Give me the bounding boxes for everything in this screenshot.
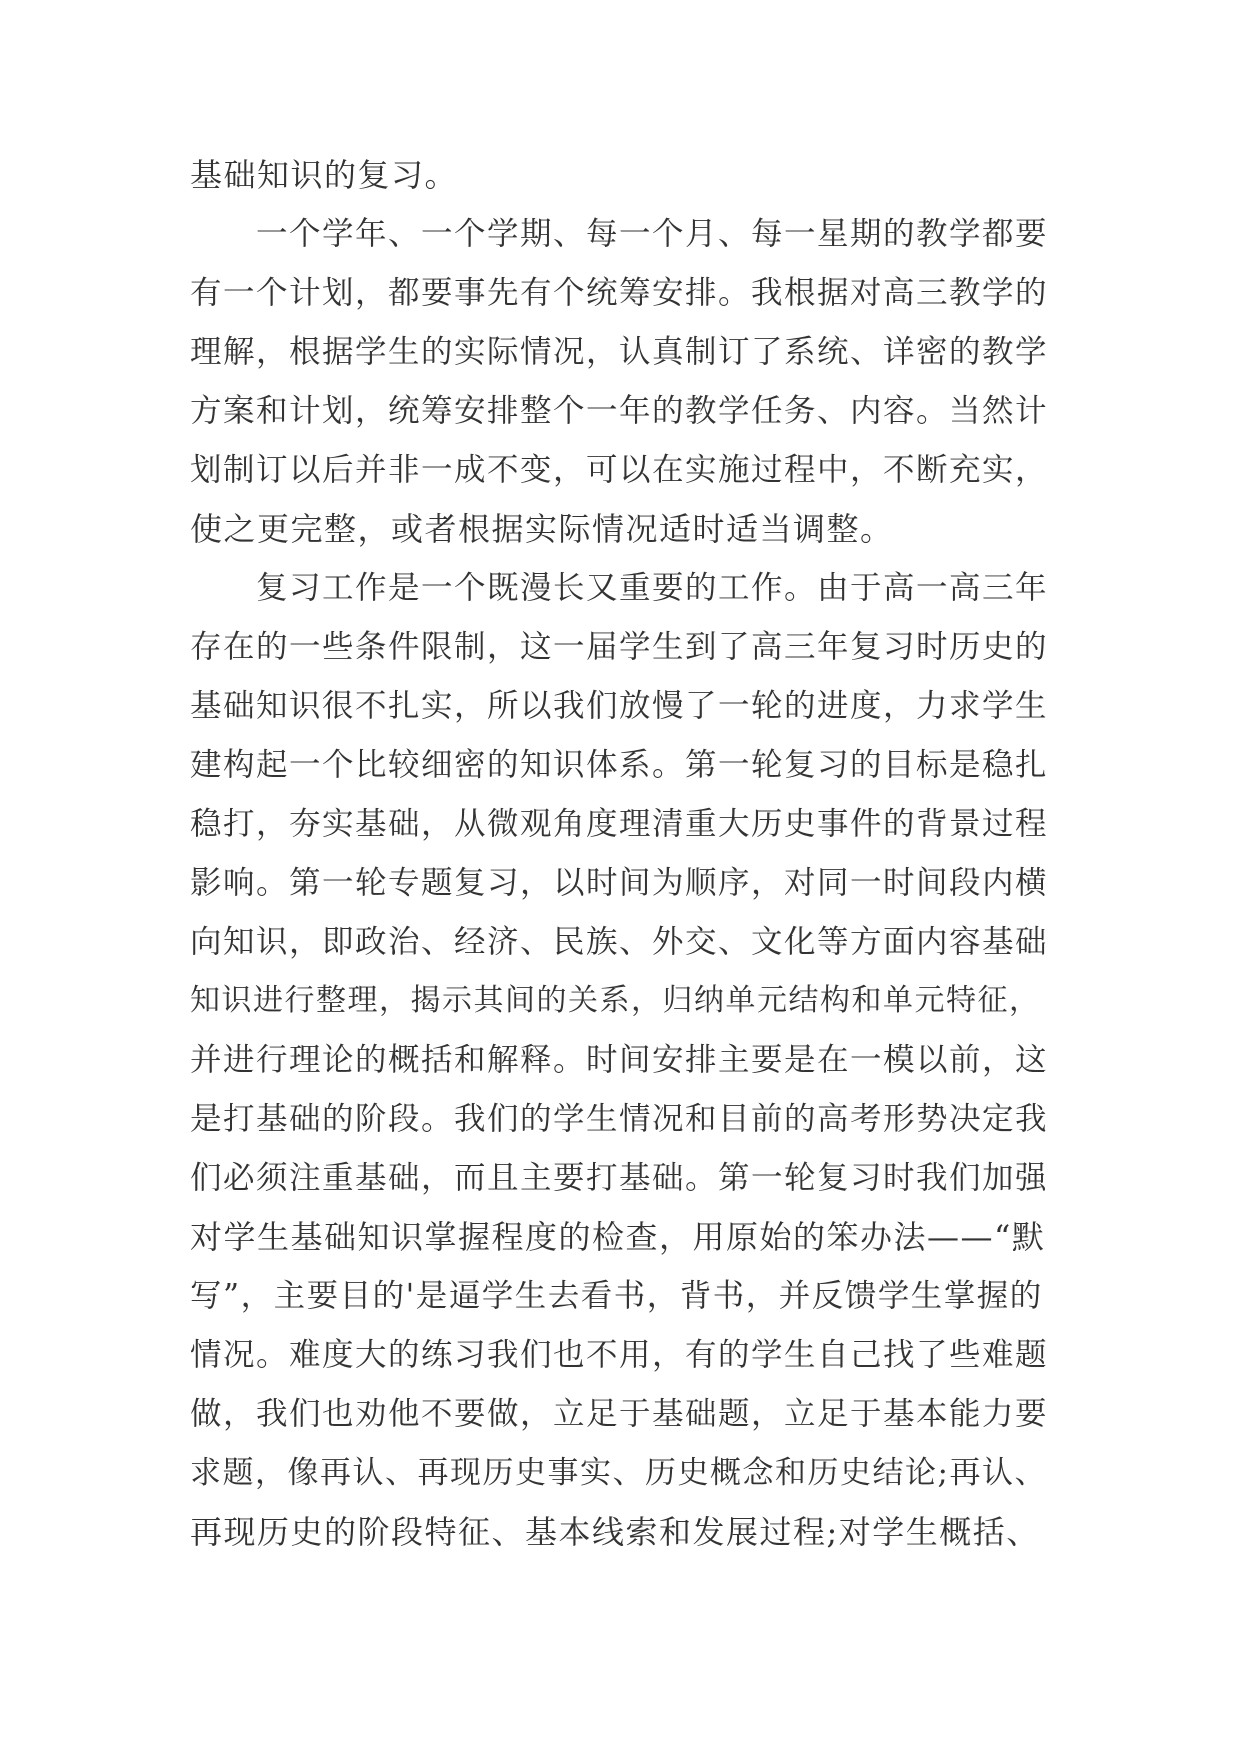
text-line: 理解，根据学生的实际情况，认真制订了系统、详密的教学 (190, 334, 1049, 370)
text-line: 划制订以后并非一成不变，可以在实施过程中，不断充实， (190, 452, 1049, 488)
text-line: 写”，主要目的'是逼学生去看书，背书，并反馈学生掌握的 (190, 1278, 1043, 1314)
text-line: 做，我们也劝他不要做，立足于基础题，立足于基本能力要 (190, 1396, 1049, 1432)
text-line: 知识进行整理，揭示其间的关系，归纳单元结构和单元特征， (190, 983, 1041, 1018)
text-line: 情况。难度大的练习我们也不用，有的学生自己找了些难题 (190, 1337, 1049, 1373)
text-line: 有一个计划，都要事先有个统筹安排。我根据对高三教学的 (190, 275, 1049, 311)
text-line: 方案和计划，统筹安排整个一年的教学任务、内容。当然计 (190, 393, 1049, 429)
text-line: 基础知识很不扎实，所以我们放慢了一轮的进度，力求学生 (190, 688, 1049, 724)
paragraph-start-line: 一个学年、一个学期、每一个月、每一星期的教学都要 (256, 216, 1049, 252)
text-line: 再现历史的阶段特征、基本线索和发展过程;对学生概括、 (190, 1513, 1040, 1551)
text-line: 求题，像再认、再现历史事实、历史概念和历史结论;再认、 (190, 1455, 1047, 1491)
text-line: 使之更完整，或者根据实际情况适时适当调整。 (190, 510, 894, 548)
text-line: 们必须注重基础，而且主要打基础。第一轮复习时我们加强 (190, 1160, 1049, 1196)
text-line: 并进行理论的概括和解释。时间安排主要是在一模以前，这 (190, 1042, 1049, 1078)
text-line: 稳打，夯实基础，从微观角度理清重大历史事件的背景过程 (190, 806, 1049, 842)
paragraph-start-line: 复习工作是一个既漫长又重要的工作。由于高一高三年 (256, 570, 1049, 606)
text-line: 对学生基础知识掌握程度的检查，用原始的笨办法——“默 (190, 1218, 1046, 1256)
text-line: 影响。第一轮专题复习，以时间为顺序，对同一时间段内横 (190, 865, 1049, 901)
text-line: 是打基础的阶段。我们的学生情况和目前的高考形势决定我 (190, 1101, 1049, 1137)
text-line: 建构起一个比较细密的知识体系。第一轮复习的目标是稳扎 (190, 747, 1049, 783)
text-line: 存在的一些条件限制，这一届学生到了高三年复习时历史的 (190, 629, 1049, 665)
text-line: 向知识，即政治、经济、民族、外交、文化等方面内容基础 (190, 924, 1049, 960)
text-line: 基础知识的复习。 (190, 156, 459, 194)
